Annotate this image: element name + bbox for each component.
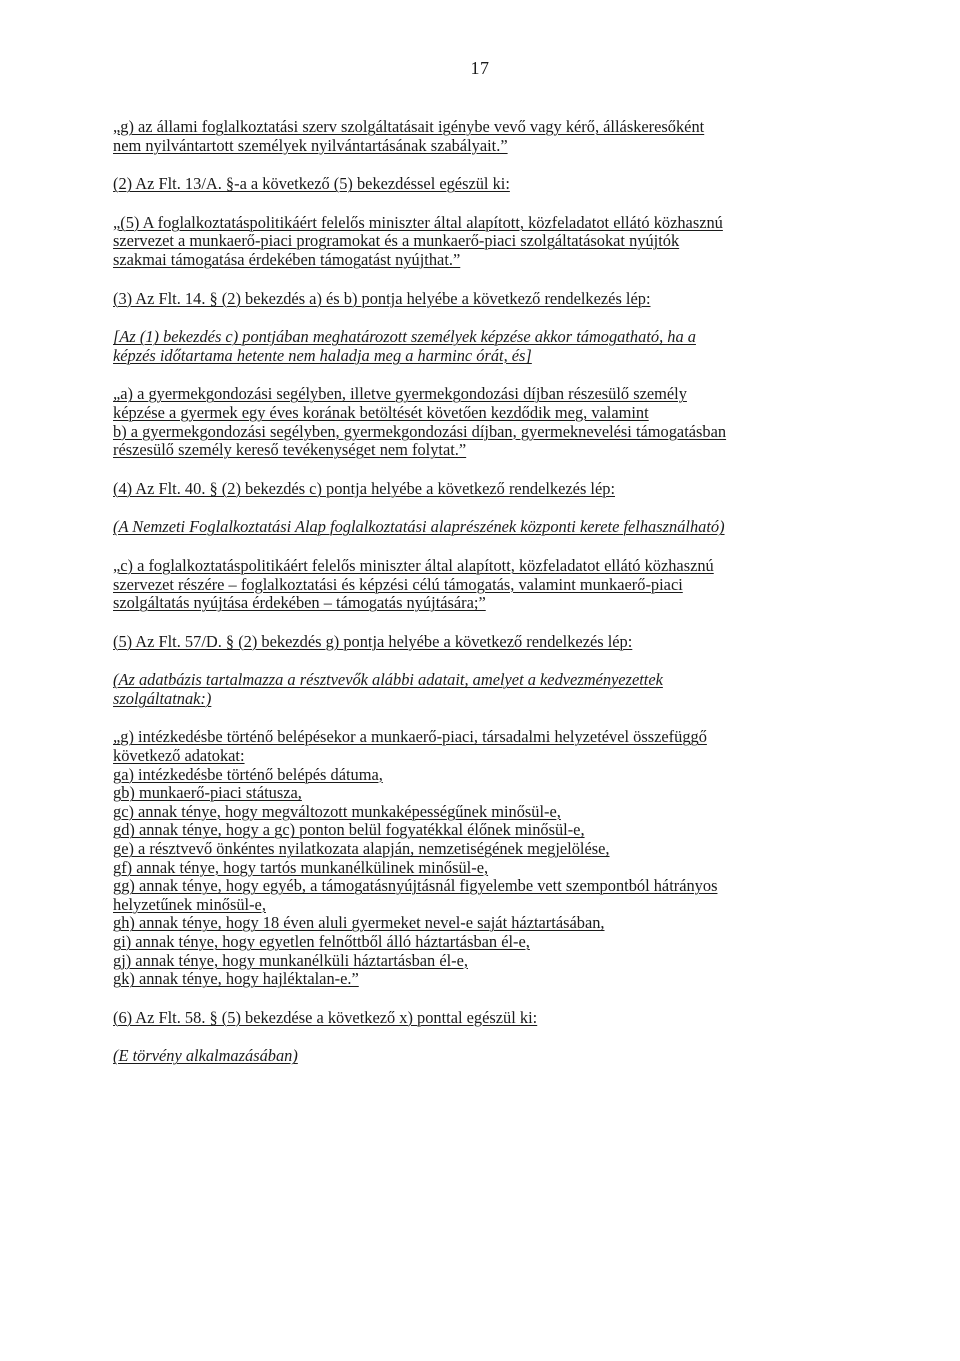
paragraph-point-c [113, 557, 849, 613]
list-item: gj) annak ténye, hogy munkanélküli háztartásban él-e, [113, 950, 468, 970]
paragraph-g-point [113, 118, 849, 155]
text-line: szakmai támogatása érdekében támogatást nyújthat.” [113, 249, 461, 269]
text-line: szolgáltatnak:) [113, 688, 212, 708]
text-line: b) a gyermekgondozási segélyben, gyermekgondozási díjban, gyermeknevelési támogatásban [113, 421, 727, 441]
text-line: (5) Az Flt. 57/D. § (2) bekezdés g) pontja helyébe a következő rendelkezés lép: [113, 631, 633, 651]
list-item: ge) a résztvevő önkéntes nyilatkozata alapján, nemzetiségének megjelölése, [113, 839, 610, 859]
document-body [113, 118, 849, 1066]
list-item: gb) munkaerő-piaci státusza, [113, 783, 302, 803]
list-item: ga) intézkedésbe történő belépés dátuma, [113, 764, 383, 784]
list-item: gf) annak ténye, hogy tartós munkanélkülinek minősül-e, [113, 857, 489, 877]
paragraph-amendment-5 [113, 633, 849, 652]
text-line: „c) a foglalkoztatáspolitikáért felelős miniszter által alapított, közfeladatot ellátó közhasznú [113, 555, 714, 575]
list-item: gg) annak ténye, hogy egyéb, a támogatásnyújtásnál figyelembe vett szempontból hátrányos [113, 876, 718, 896]
text-line: képzése a gyermek egy éves korának betöltését követően kezdődik meg, valamint [113, 402, 649, 422]
paragraph-points-a-b [113, 385, 849, 459]
text-line: nem nyilvántartott személyek nyilvántartásának szabályait.” [113, 135, 508, 155]
text-line: (E törvény alkalmazásában) [113, 1046, 298, 1066]
list-item: gh) annak ténye, hogy 18 éven aluli gyermeket nevel-e saját háztartásában, [113, 913, 605, 933]
text-line: „g) intézkedésbe történő belépésekor a munkaerő-piaci, társadalmi helyzetével összefüggő [113, 727, 707, 747]
text-line: (6) Az Flt. 58. § (5) bekezdése a következő x) ponttal egészül ki: [113, 1007, 538, 1027]
paragraph-amendment-6 [113, 1009, 849, 1028]
text-line: (3) Az Flt. 14. § (2) bekezdés a) és b) pontja helyébe a következő rendelkezés lép: [113, 288, 651, 308]
paragraph-new-subsection-5 [113, 214, 849, 270]
text-line: képzés időtartama hetente nem haladja meg a harminc órát, és] [113, 345, 532, 365]
text-line: részesülő személy kereső tevékenységet nem folytat.” [113, 440, 467, 460]
text-line: (4) Az Flt. 40. § (2) bekezdés c) pontja helyébe a következő rendelkezés lép: [113, 478, 615, 498]
text-line: szolgáltatás nyújtása érdekében – támogatás nyújtására;” [113, 593, 486, 613]
list-item: helyzetűnek minősül-e, [113, 894, 266, 914]
text-line: [Az (1) bekezdés c) pontjában meghatározott személyek képzése akkor támogatható, ha a [113, 327, 696, 347]
paragraph-context-57d [113, 671, 849, 708]
text-line: szervezet részére – foglalkoztatási és képzési célú támogatás, valamint munkaerő-piaci [113, 574, 683, 594]
paragraph-amendment-2 [113, 175, 849, 194]
page-number: 17 [470, 58, 490, 78]
list-item: gk) annak ténye, hogy hajléktalan-e.” [113, 969, 359, 989]
paragraph-context-58 [113, 1047, 849, 1066]
text-line: „g) az állami foglalkoztatási szerv szolgáltatásait igénybe vevő vagy kérő, álláskeresőként [113, 117, 705, 136]
text-line: „(5) A foglalkoztatáspolitikáért felelős miniszter által alapított, közfeladatot ellátó közhasznú [113, 212, 723, 232]
paragraph-amendment-4 [113, 480, 849, 499]
list-item: gc) annak ténye, hogy megváltozott munkaképességűnek minősül-e, [113, 801, 561, 821]
text-line: (A Nemzeti Foglalkoztatási Alap foglalkoztatási alaprészének központi kerete felhasználható) [113, 517, 725, 537]
text-line: „a) a gyermekgondozási segélyben, illetve gyermekgondozási díjban részesülő személy [113, 384, 687, 404]
text-line: következő adatokat: [113, 746, 245, 766]
list-item: gi) annak ténye, hogy egyetlen felnőttből álló háztartásban él-e, [113, 932, 530, 951]
paragraph-context-40 [113, 518, 849, 537]
paragraph-point-g-list [113, 728, 849, 988]
paragraph-amendment-3 [113, 290, 849, 309]
text-line: (2) Az Flt. 13/A. §-a a következő (5) bekezdéssel egészül ki: [113, 174, 510, 194]
paragraph-context-14 [113, 328, 849, 365]
list-item: gd) annak ténye, hogy a gc) ponton belül fogyatékkal élőnek minősül-e, [113, 820, 585, 840]
text-line: (Az adatbázis tartalmazza a résztvevők alábbi adatait, amelyet a kedvezményezettek [113, 670, 663, 690]
text-line: szervezet a munkaerő-piaci programokat és a munkaerő-piaci szolgáltatásokat nyújtók [113, 231, 680, 251]
